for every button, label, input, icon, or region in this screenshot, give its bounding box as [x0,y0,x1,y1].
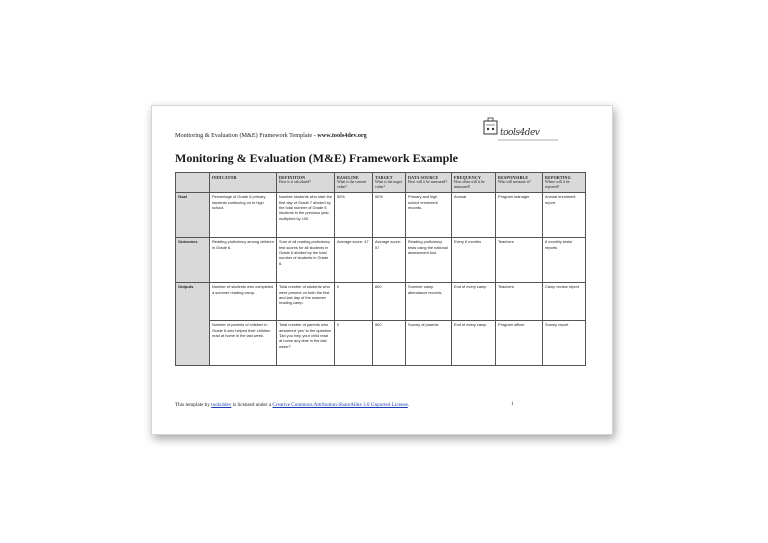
table-cell: End of every camp [452,320,496,365]
row-label: Outputs [176,282,210,320]
table-cell: Primary and high school enrolment records. [406,192,452,237]
table-cell: Sum of all reading proficiency test scores for all students in Grade 6 divided by the total number of students in Grade 6. [277,237,335,282]
row-label: Outcomes [176,237,210,282]
table-cell: 50% [373,192,406,237]
table-cell: 50% [335,192,373,237]
document-page [151,105,613,435]
table-cell: 6 monthly tests/ reports [543,237,586,282]
logo-underline [482,116,562,146]
header-site: www.tools4dev.org [317,132,367,139]
header-prefix: Monitoring & Evaluation (M&E) Framework Template - [175,132,316,139]
table-cell: Number students who start the first day of Grade 7 divided by the total number of Grade 6 students in the previous year, multiplied by 100. [277,192,335,237]
table-cell: Program manager [496,192,543,237]
table-cell: Survey of parents [406,320,452,365]
tools4dev-logo [482,116,562,146]
table-cell: Number of parents of children in Grade 6 who helped their children read at home in the last week. [210,320,277,365]
header-cell: RESPONSIBLE Who will measure it? [496,173,543,193]
table-cell: Summer camp attendance records. [406,282,452,320]
header-cell: DATA SOURCE How will it be measured? [406,173,452,193]
footer-suffix: . [407,402,410,408]
table-cell: Camp review report [543,282,586,320]
table-cell: 500 [373,320,406,365]
table-cell: Average score: 47 [335,237,373,282]
license-link[interactable]: Creative Commons Attribution-ShareAlike 3.0 Unported License [272,402,408,408]
page-number: 1 [511,402,514,407]
header-cell: FREQUENCY How often will it be measured? [452,173,496,193]
table-cell: 0 [335,282,373,320]
table-row [176,282,586,320]
me-framework-table [175,172,586,366]
table-cell: Teachers [496,237,543,282]
table-cell: Average score: 57 [373,237,406,282]
header-corner [176,173,210,193]
table-cell: Annual enrolment report [543,192,586,237]
table-cell: Number of students who completed a summer reading camp. [210,282,277,320]
header-cell: REPORTING Where will it be reported? [543,173,586,193]
row-label: Goal [176,192,210,237]
footer-middle: is licensed under a [232,402,272,408]
header-cell: DEFINITION How is it calculated? [277,173,335,193]
table-cell: End of every camp [452,282,496,320]
table-cell: Annual [452,192,496,237]
table-row [176,192,586,237]
table-cell: Total number of parents who answered 'yes' to the question 'Did you help your child read at home any time in the last week?' [277,320,335,365]
table-cell: 0 [335,320,373,365]
table-cell: 600 [373,282,406,320]
footer-prefix: This template by [175,402,210,408]
table-cell: Program officer [496,320,543,365]
table-cell: Every 6 months [452,237,496,282]
header-cell: TARGET What is the target value? [373,173,406,193]
table-row [176,237,586,282]
table-cell: Survey report [543,320,586,365]
header-cell: INDICATOR [210,173,277,193]
table-cell: Teachers [496,282,543,320]
table-header-row [176,173,586,193]
logo-text: tools4dev [500,128,540,138]
page-header [175,132,367,139]
row-label [176,320,210,365]
table-cell: Total number of students who were present on both the first and last day of the summer reading camp. [277,282,335,320]
header-cell: BASELINE What is the current value? [335,173,373,193]
table-cell: Reading proficiency tests using the national assessment tool. [406,237,452,282]
document-title: Monitoring & Evaluation (M&E) Framework Example [175,151,458,165]
table-cell: Reading proficiency among children in Grade 6. [210,237,277,282]
table-row [176,320,586,365]
author-link[interactable]: tools4dev [211,402,232,408]
license-footer [175,402,409,408]
table-cell: Percentage of Grade 6 primary students continuing on to high school. [210,192,277,237]
